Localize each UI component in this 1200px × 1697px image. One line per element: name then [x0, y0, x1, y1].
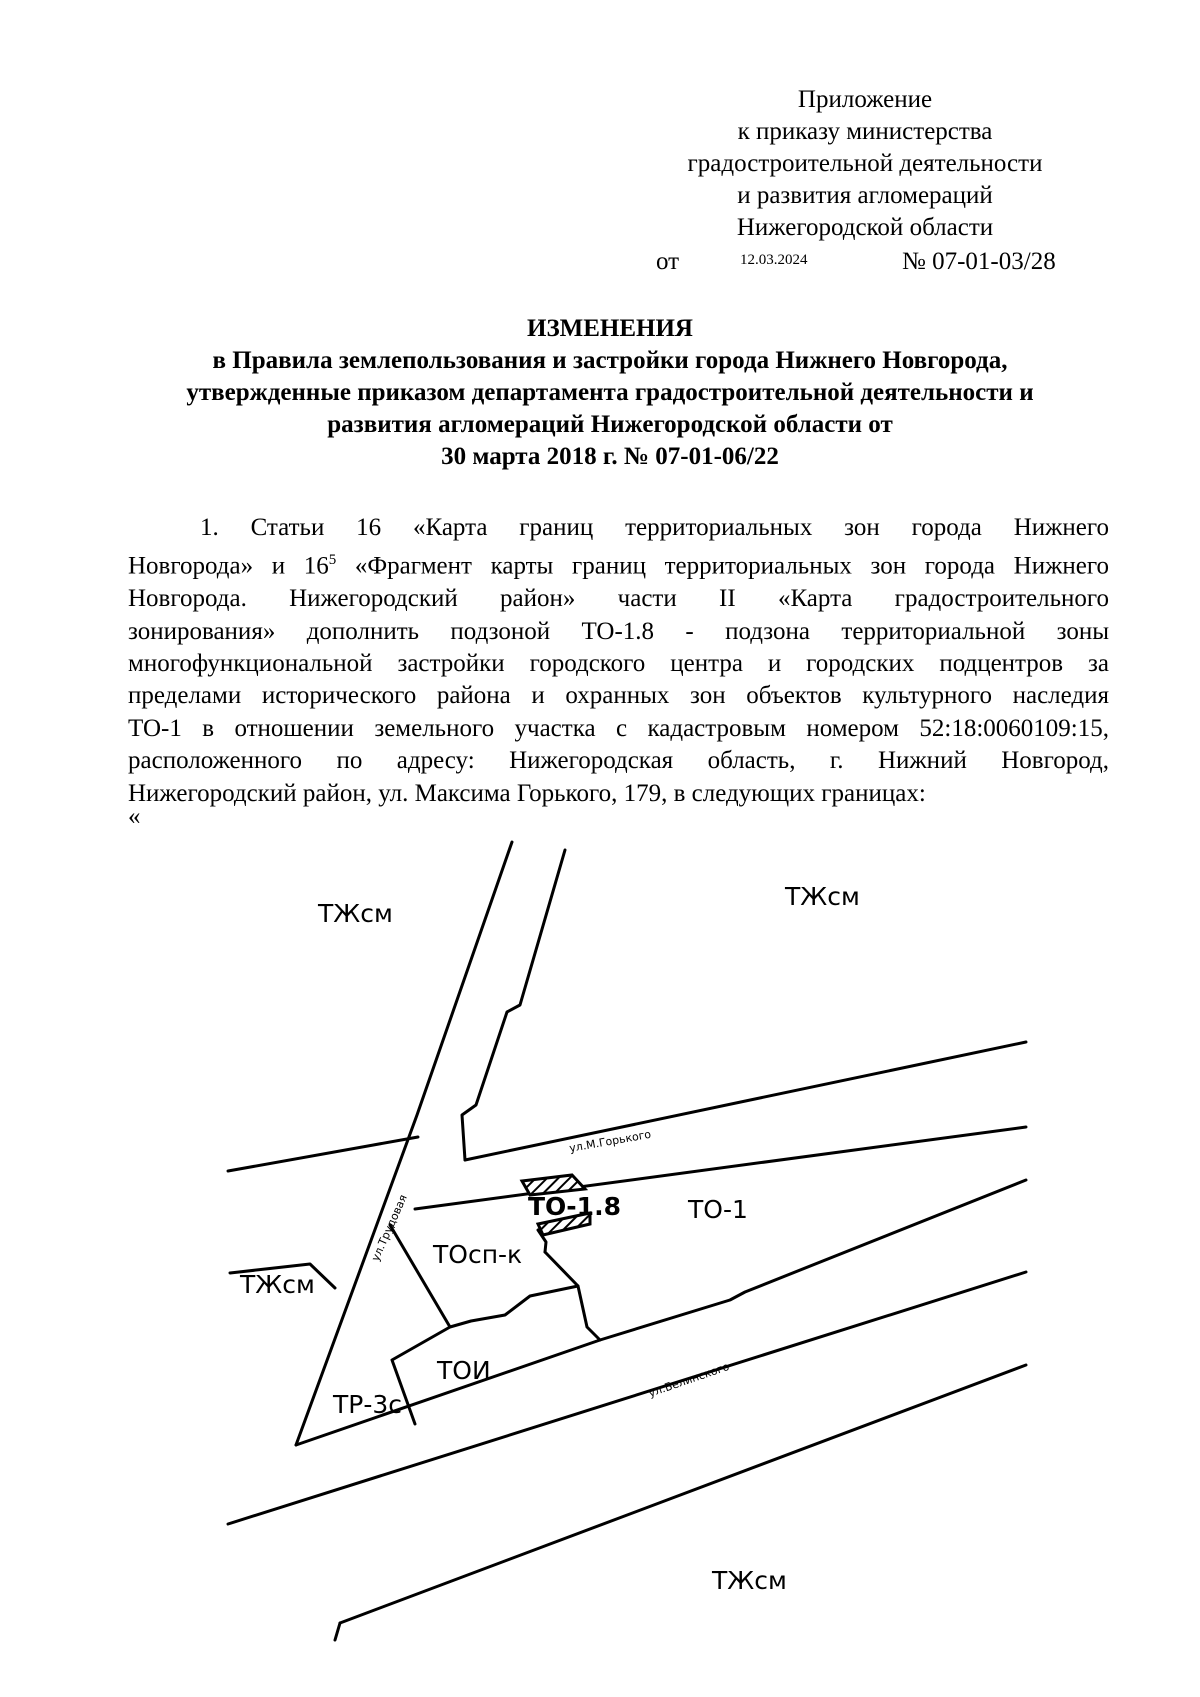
article-superscript: 5	[328, 552, 337, 569]
paragraph-text: Новгорода» и 16	[128, 552, 329, 580]
south-road-tick	[335, 1623, 340, 1640]
tosp-east-boundary	[545, 1252, 600, 1340]
heading-line-1: в Правила землепользования и застройки города Нижнего Новгорода,	[212, 347, 1008, 374]
zone-label-tr3: ТР-3с	[333, 1390, 403, 1419]
northwest-road	[228, 1137, 418, 1171]
annex-line-1: Приложение	[797, 86, 933, 113]
order-from-label: от	[656, 248, 680, 275]
opening-quote: «	[128, 803, 141, 830]
heading-line-4: 30 марта 2018 г. № 07-01-06/22	[441, 443, 779, 470]
annex-line-4: и развития агломераций	[737, 182, 993, 209]
heading-line-2: утвержденные приказом департамента градостроительной деятельности и	[186, 379, 1034, 406]
zone-label-to1: ТО-1	[688, 1195, 748, 1224]
paragraph-text: «Фрагмент карты границ территориальных зон города Нижнего	[336, 552, 1109, 580]
zone-label-tzhsm-w: ТЖсм	[240, 1270, 315, 1299]
heading-line-3: развития агломераций Нижегородской области от	[327, 411, 893, 438]
paragraph-line	[128, 544, 1109, 583]
order-number: № 07-01-03/28	[902, 248, 1056, 275]
street-label-gorky: ул.М.Горького	[568, 1127, 653, 1155]
zone-label-tosp: ТОсп-к	[433, 1240, 523, 1269]
document-heading	[120, 313, 1100, 473]
zone-label-to18: ТО-1.8	[528, 1192, 621, 1221]
south-road-edge	[340, 1365, 1026, 1623]
zone-label-tzhsm-s: ТЖсм	[712, 1566, 787, 1595]
annex-line-5: Нижегородской области	[736, 214, 994, 241]
zone-label-tzhsm-nw: ТЖсм	[318, 899, 393, 928]
paragraph-line: Нижегородский район, ул. Максима Горького, 179, в следующих границах:	[128, 779, 926, 807]
paragraph-line: Новгорода. Нижегородский район» части II «Карта градостроительного	[128, 585, 1109, 613]
gorky-north-edge	[465, 1042, 1026, 1160]
zone-boundary-map	[0, 830, 1200, 1697]
zone-label-toi: ТОИ	[437, 1356, 491, 1385]
zone-label-tzhsm-ne: ТЖсм	[785, 882, 860, 911]
body-paragraph	[128, 512, 1109, 810]
paragraph-line: пределами исторического района и охранных зон объектов культурного наследия	[128, 682, 1109, 710]
paragraph-line: ТО-1 в отношении земельного участка с кадастровым номером 52:18:0060109:15,	[128, 714, 1109, 742]
street-label-belinsky: ул.Белинского	[646, 1359, 732, 1400]
heading-title: ИЗМЕНЕНИЯ	[527, 315, 693, 342]
paragraph-line: 1. Статьи 16 «Карта границ территориальных зон города Нижнего	[200, 514, 1109, 541]
paragraph-line: многофункциональной застройки городского центра и городских подцентров за	[128, 649, 1109, 677]
annex-block	[640, 84, 1090, 244]
order-date: 12.03.2024	[740, 252, 808, 268]
annex-line-3: градостроительной деятельности	[687, 150, 1043, 177]
street-label-trudovaya: ул.Трудовая	[368, 1192, 410, 1264]
paragraph-line: расположенного по адресу: Нижегородская область, г. Нижний Новгород,	[128, 747, 1109, 775]
annex-line-2: к приказу министерства	[737, 118, 993, 145]
paragraph-line: зонирования» дополнить подзоной ТО-1.8 - подзона территориальной зоны	[128, 617, 1109, 645]
trudovaya-east-edge	[462, 850, 565, 1160]
